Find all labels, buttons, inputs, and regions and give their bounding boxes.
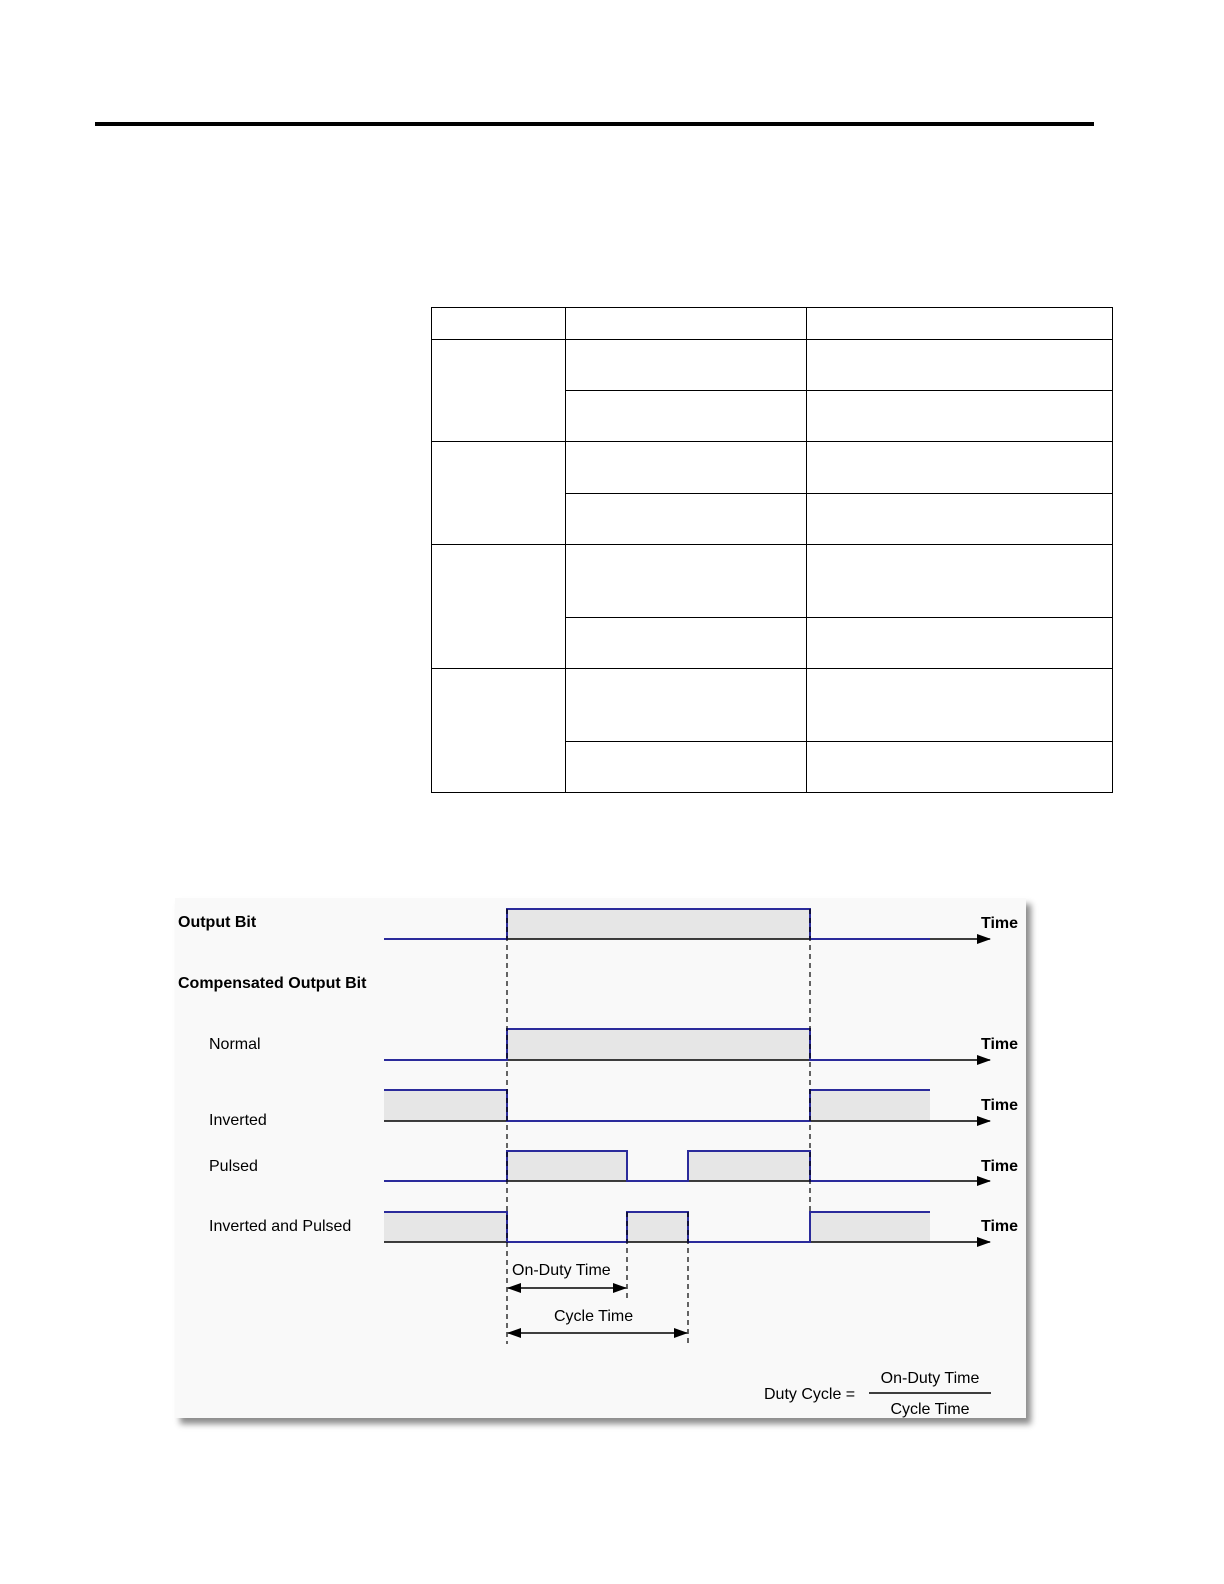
table-cell — [807, 545, 1113, 618]
inverted-pulsed-pulse — [627, 1212, 688, 1242]
label-inverted: Inverted — [209, 1112, 267, 1129]
table-cell — [807, 391, 1113, 442]
table-cell — [807, 669, 1113, 742]
table-cell — [432, 669, 566, 793]
table-cell — [432, 442, 566, 545]
label-inverted-and-pulsed: Inverted and Pulsed — [209, 1218, 352, 1235]
pulsed-pulse — [688, 1151, 810, 1181]
table-cell — [566, 340, 807, 391]
formula-denominator: Cycle Time — [890, 1401, 970, 1418]
table-cell — [432, 308, 566, 340]
table-cell — [566, 391, 807, 442]
table-cell — [807, 442, 1113, 494]
pulsed-pulse — [507, 1151, 627, 1181]
header-rule — [95, 122, 1094, 126]
table-cell — [807, 618, 1113, 669]
table-cell — [566, 669, 807, 742]
table-cell — [566, 742, 807, 793]
time-label: Time — [981, 915, 1019, 932]
time-label: Time — [981, 1097, 1019, 1114]
inverted-pulse — [384, 1090, 507, 1121]
table-cell — [807, 494, 1113, 545]
table-cell — [807, 308, 1113, 340]
table-cell — [566, 618, 807, 669]
formula-numerator: On-Duty Time — [880, 1370, 980, 1387]
empty-table — [431, 307, 1113, 793]
output-bit-pulse — [507, 909, 810, 939]
label-compensated-output-bit: Compensated Output Bit — [178, 975, 367, 992]
table-cell — [566, 308, 807, 340]
time-label: Time — [981, 1158, 1019, 1175]
table-cell — [432, 545, 566, 669]
inverted-pulse — [810, 1090, 930, 1121]
normal-pulse — [507, 1029, 810, 1060]
duty-cycle-label: Duty Cycle = — [764, 1386, 856, 1403]
timing-diagram — [175, 898, 1026, 1418]
time-label: Time — [981, 1036, 1019, 1053]
label-normal: Normal — [209, 1036, 261, 1053]
inverted-pulsed-pulse — [384, 1212, 507, 1242]
inverted-pulsed-pulse — [810, 1212, 930, 1242]
on-duty-time-label: On-Duty Time — [512, 1262, 611, 1279]
table-cell — [807, 340, 1113, 391]
time-label: Time — [981, 1218, 1019, 1235]
label-output-bit: Output Bit — [178, 914, 257, 931]
table-cell — [566, 545, 807, 618]
pulsed-waveform — [384, 1151, 930, 1181]
cycle-time-label: Cycle Time — [554, 1308, 634, 1325]
table-cell — [807, 742, 1113, 793]
table-cell — [432, 340, 566, 442]
table-cell — [566, 494, 807, 545]
label-pulsed: Pulsed — [209, 1158, 258, 1175]
table-cell — [566, 442, 807, 494]
timing-diagram-svg — [175, 898, 1026, 1418]
